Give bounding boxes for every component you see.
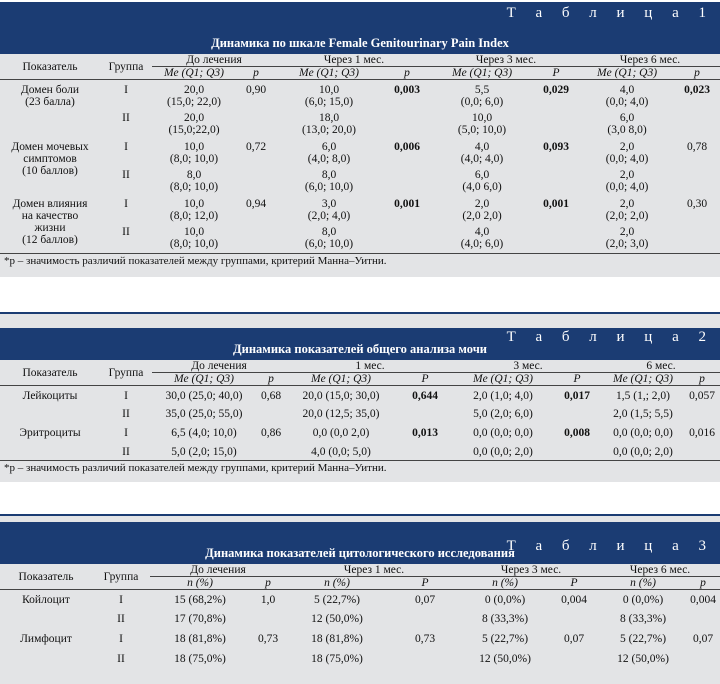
value-cell: 5 (22,7%) [286, 590, 388, 611]
col-header-p: p [268, 373, 274, 385]
p-value: 0,94 [245, 198, 267, 210]
table-row [0, 136, 720, 165]
value-cell: 8 (33,3%) [482, 613, 529, 625]
p-value: 0,73 [414, 633, 436, 645]
row-label: Лейкоциты [0, 386, 100, 407]
value-cell: 0,0 (0,0; 0,0) [613, 427, 673, 439]
value-cell: 5,0 (2,0; 6,0) [473, 408, 533, 420]
row-label: Эритроциты [19, 427, 81, 439]
p-value: 0,73 [257, 633, 279, 645]
group-cell: I [124, 427, 128, 439]
value-cell: 5,5 (0,0; 6,0) [432, 80, 532, 109]
col-header-period: Через 1 мес. [276, 54, 432, 67]
p-value: 0,07 [563, 633, 585, 645]
value-cell: 10,0 (6,0; 15,0) [276, 80, 382, 109]
value-cell: 3,0 (2,0; 4,0) [307, 198, 351, 222]
table-row [0, 444, 720, 460]
p-value: 0,07 [388, 590, 462, 611]
value-cell: 6,0 (4,0 6,0) [462, 169, 502, 193]
table-row [0, 193, 720, 222]
col-header-p: P [570, 577, 578, 589]
col-header-me: Me (Q1; Q3) [597, 67, 658, 79]
value-cell: 20,0 (15,0;22,0) [168, 112, 220, 136]
col-header-p: p [265, 577, 271, 589]
row-label: Домен мочевых симптомов (10 баллов) [11, 141, 89, 177]
value-cell: 1,5 (1,; 2,0) [602, 386, 684, 407]
table-1-header [0, 2, 720, 54]
table-3 [0, 514, 720, 684]
value-cell: 18,0 (13,0; 20,0) [302, 112, 356, 136]
value-cell: 0,0 (0,0; 2,0) [473, 446, 533, 458]
value-cell: 10,0 (5,0; 10,0) [457, 112, 507, 136]
col-header-p: p [253, 67, 259, 79]
col-header-p: P [421, 577, 429, 589]
value-cell: 2,0 (0,0; 4,0) [605, 141, 649, 165]
group-cell: II [122, 408, 130, 420]
table-2-grid [0, 360, 720, 460]
group-cell: II [117, 653, 125, 665]
value-cell: 6,5 (4,0; 10,0) [171, 427, 237, 439]
value-cell: 2,0 (2,0; 3,0) [605, 226, 649, 250]
col-header-group: Группа [103, 570, 139, 583]
value-cell: 2,0 (1,5; 5,5) [613, 408, 673, 420]
value-cell: 0,0 (0,0; 0,0) [473, 427, 533, 439]
group-cell: II [122, 226, 130, 238]
group-cell: II [122, 446, 130, 458]
col-header-period: До лечения [152, 360, 286, 373]
table-1 [0, 2, 720, 277]
value-cell: 6,0 (3,0 8,0) [607, 112, 647, 136]
group-cell: II [122, 169, 130, 181]
value-cell: 2,0 (1,0; 4,0) [454, 386, 552, 407]
col-header-period: До лечения [150, 564, 286, 577]
col-header-n: n (%) [492, 577, 518, 589]
col-header-period: Через 1 мес. [286, 564, 462, 577]
group-cell: I [124, 198, 128, 210]
p-value: 0,78 [686, 141, 708, 153]
group-cell: I [124, 141, 128, 153]
value-cell: 20,0 (15,0; 22,0) [152, 80, 236, 109]
p-value: 0,86 [260, 427, 282, 439]
table-row [0, 108, 720, 136]
col-header-group: Группа [108, 60, 144, 73]
value-cell: 12 (50,0%) [479, 653, 531, 665]
value-cell: 8,0 (6,0; 10,0) [304, 226, 354, 250]
table-1-footnote: *p – значимость различий показателей между группами, критерий Манна–Уитни. [0, 253, 720, 268]
group-cell: II [117, 613, 125, 625]
table-2-header [0, 328, 720, 360]
col-header-p: P [552, 67, 560, 79]
value-cell: 10,0 (8,0; 12,0) [169, 198, 219, 222]
value-cell: 4,0 (0,0; 5,0) [311, 446, 371, 458]
value-cell: 0 (0,0%) [462, 590, 548, 611]
p-value: 0,023 [674, 80, 720, 109]
table-2-title: Динамика показателей общего анализа мочи [233, 342, 487, 356]
value-cell: 5 (22,7%) [482, 633, 529, 645]
group-cell: I [119, 633, 123, 645]
p-value: 0,004 [548, 590, 600, 611]
table-row [0, 590, 720, 611]
p-value: 0,029 [532, 80, 580, 109]
value-cell: 2,0 (2,0 2,0) [462, 198, 502, 222]
col-header-param: Показатель [22, 60, 78, 73]
p-value: 0,093 [543, 141, 569, 153]
value-cell: 30,0 (25,0; 40,0) [152, 386, 256, 407]
value-cell: 0,0 (0,0 2,0) [312, 427, 370, 439]
table-2-number: Т а б л и ц а 2 [506, 329, 714, 345]
p-value: 0,90 [236, 80, 276, 109]
value-cell: 6,0 (4,0; 8,0) [307, 141, 351, 165]
col-header-p: p [694, 67, 700, 79]
table-2-footnote: *p – значимость различий показателей между группами, критерий Манна–Уитни. [0, 460, 720, 475]
col-header-me: Me (Q1; Q3) [298, 67, 360, 79]
value-cell: 18 (75,0%) [311, 653, 363, 665]
value-cell: 2,0 (0,0; 4,0) [605, 169, 649, 193]
col-header-param: Показатель [18, 570, 74, 583]
col-header-p: P [421, 373, 429, 385]
value-cell: 17 (70,8%) [174, 613, 226, 625]
value-cell: 4,0 (0,0; 4,0) [580, 80, 674, 109]
col-header-period: 1 мес. [286, 360, 454, 373]
p-value: 1,0 [250, 590, 286, 611]
col-header-p: P [573, 373, 581, 385]
col-header-period: 6 мес. [602, 360, 720, 373]
value-cell: 18 (75,0%) [174, 653, 226, 665]
p-value: 0,30 [686, 198, 708, 210]
col-header-period: Через 3 мес. [462, 564, 600, 577]
table-row [0, 165, 720, 193]
value-cell: 0,0 (0,0; 2,0) [613, 446, 673, 458]
value-cell: 4,0 (4,0; 4,0) [460, 141, 504, 165]
table-row [0, 386, 720, 407]
value-cell: 10,0 (8,0; 10,0) [169, 226, 219, 250]
table-row [0, 650, 720, 668]
value-cell: 5 (22,7%) [620, 633, 667, 645]
p-value: 0,001 [543, 198, 569, 210]
col-header-p: p [699, 373, 705, 385]
col-header-me: Me (Q1; Q3) [310, 373, 372, 385]
value-cell: 5,0 (2,0; 15,0) [171, 446, 237, 458]
value-cell: 8,0 (6,0; 10,0) [304, 169, 354, 193]
value-cell: 0 (0,0%) [600, 590, 686, 611]
table-3-number: Т а б л и ц а 3 [506, 538, 714, 554]
row-label: Домен боли (23 балла) [0, 80, 100, 137]
p-value: 0,644 [396, 386, 454, 407]
col-header-period: Через 6 мес. [600, 564, 720, 577]
col-header-me: Me (Q1; Q3) [173, 373, 235, 385]
value-cell: 4,0 (4,0; 6,0) [460, 226, 504, 250]
col-header-n: n (%) [187, 577, 213, 589]
col-header-group: Группа [108, 366, 144, 379]
row-label: Лимфоцит [20, 633, 72, 645]
table-row [0, 222, 720, 253]
p-value: 0,016 [689, 427, 715, 439]
table-3-title: Динамика показателей цитологического исследования [205, 546, 515, 560]
col-header-me: Me (Q1; Q3) [452, 67, 513, 79]
group-cell: I [100, 80, 152, 109]
p-value: 0,004 [686, 590, 720, 611]
table-1-title: Динамика по шкале Female Genitourinary Pain Index [211, 36, 509, 50]
table-row [0, 628, 720, 650]
p-value: 0,68 [256, 386, 286, 407]
row-label: Домен влияния на качество жизни (12 баллов) [12, 198, 88, 246]
group-cell: II [122, 112, 130, 124]
table-1-grid [0, 54, 720, 253]
p-value: 0,008 [564, 427, 590, 439]
table-1-number: Т а б л и ц а 1 [506, 5, 714, 21]
p-value: 0,001 [394, 198, 420, 210]
p-value: 0,003 [382, 80, 432, 109]
col-header-period: До лечения [152, 54, 276, 67]
table-3-grid [0, 564, 720, 668]
table-row [0, 406, 720, 422]
col-header-period: 3 мес. [454, 360, 602, 373]
value-cell: 10,0 (8,0; 10,0) [169, 141, 219, 165]
col-header-period: Через 6 мес. [580, 54, 720, 67]
col-header-param: Показатель [22, 366, 78, 379]
value-cell: 18 (81,8%) [174, 633, 226, 645]
value-cell: 20,0 (15,0; 30,0) [286, 386, 396, 407]
col-header-me: Me (Q1; Q3) [472, 373, 534, 385]
value-cell: 2,0 (2,0; 2,0) [605, 198, 649, 222]
p-value: 0,72 [245, 141, 267, 153]
group-cell: I [92, 590, 150, 611]
group-cell: I [100, 386, 152, 407]
value-cell: 15 (68,2%) [150, 590, 250, 611]
p-value: 0,013 [412, 427, 438, 439]
table-row [0, 80, 720, 109]
value-cell: 35,0 (25,0; 55,0) [165, 408, 243, 420]
col-header-n: n (%) [630, 577, 656, 589]
p-value: 0,057 [684, 386, 720, 407]
value-cell: 12 (50,0%) [311, 613, 363, 625]
p-value: 0,017 [552, 386, 602, 407]
value-cell: 8 (33,3%) [620, 613, 667, 625]
table-row [0, 422, 720, 444]
col-header-p: p [404, 67, 410, 79]
p-value: 0,006 [394, 141, 420, 153]
table-2 [0, 312, 720, 482]
value-cell: 18 (81,8%) [311, 633, 363, 645]
col-header-me: Me (Q1; Q3) [163, 67, 225, 79]
col-header-p: p [700, 577, 706, 589]
value-cell: 8,0 (8,0; 10,0) [169, 169, 219, 193]
col-header-period: Через 3 мес. [432, 54, 580, 67]
p-value: 0,07 [692, 633, 714, 645]
row-label: Койлоцит [0, 590, 92, 611]
table-row [0, 610, 720, 628]
value-cell: 20,0 (12,5; 35,0) [302, 408, 380, 420]
value-cell: 12 (50,0%) [617, 653, 669, 665]
col-header-n: n (%) [324, 577, 350, 589]
table-3-header [0, 522, 720, 564]
col-header-me: Me (Q1; Q3) [612, 373, 674, 385]
